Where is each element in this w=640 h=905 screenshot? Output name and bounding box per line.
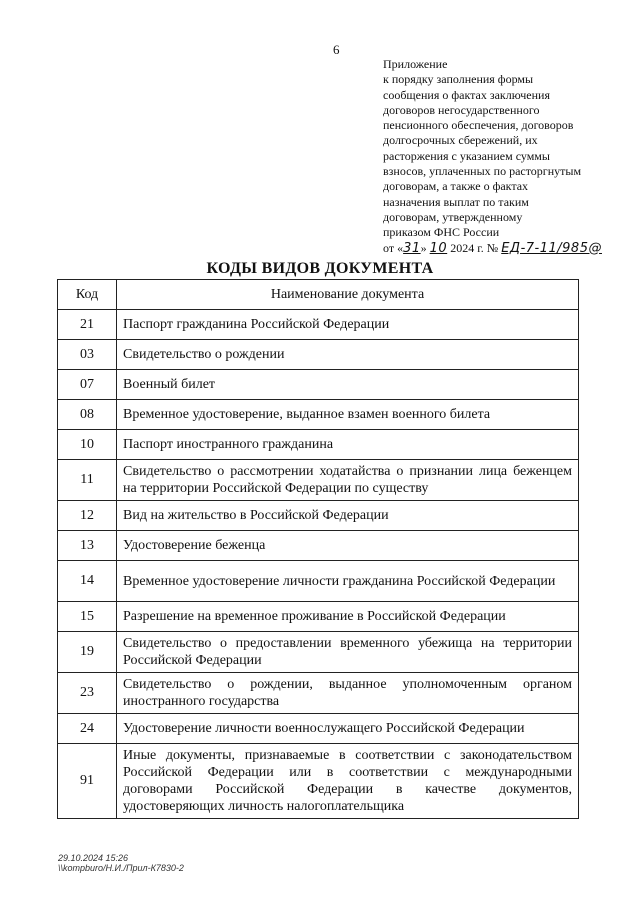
row-code: 14 (58, 561, 117, 602)
row-code: 15 (58, 602, 117, 632)
order-mid: » (420, 240, 427, 255)
header-code: Код (58, 280, 117, 310)
row-code: 08 (58, 400, 117, 430)
appendix-line: назначения выплат по таким (383, 194, 529, 209)
table-row (58, 673, 579, 714)
appendix-line: договорам, а также о фактах (383, 179, 529, 194)
appendix-line: договорам, утвержденному (383, 209, 523, 224)
footer-stamp (58, 853, 184, 873)
document-title: КОДЫ ВИДОВ ДОКУМЕНТА (206, 260, 434, 277)
appendix-block (383, 57, 623, 256)
row-code: 10 (58, 430, 117, 460)
row-code: 23 (58, 673, 117, 714)
row-name: Свидетельство о рождении (117, 340, 579, 370)
header-name: Наименование документа (117, 280, 579, 310)
row-name: Свидетельство о рождении, выданное уполномоченным органом иностранного государства (117, 673, 579, 714)
row-name: Вид на жительство в Российской Федерации (117, 501, 579, 531)
table-row (58, 531, 579, 561)
row-name: Паспорт гражданина Российской Федерации (117, 310, 579, 340)
table-row (58, 501, 579, 531)
table-row (58, 400, 579, 430)
row-name: Временное удостоверение личности гражданина Российской Федерации (117, 561, 579, 602)
row-name: Удостоверение беженца (117, 531, 579, 561)
row-code: 24 (58, 714, 117, 744)
appendix-line: сообщения о фактах заключения (383, 87, 550, 102)
row-code: 21 (58, 310, 117, 340)
row-name: Свидетельство о рассмотрении ходатайства о признании лица беженцем на территории Российской Федерации по существу (117, 460, 579, 501)
appendix-line: взносов, уплаченных по расторгнутым (383, 164, 582, 179)
table-row (58, 561, 579, 602)
table-row (58, 632, 579, 673)
footer-timestamp: 29.10.2024 15:26 (58, 853, 129, 863)
row-name: Военный билет (117, 370, 579, 400)
table-row (58, 340, 579, 370)
row-code: 07 (58, 370, 117, 400)
table-header-row (58, 280, 579, 310)
order-reference (383, 241, 623, 256)
appendix-line: долгосрочных сбережений, их (383, 133, 538, 148)
row-code: 19 (58, 632, 117, 673)
table-row (58, 460, 579, 501)
order-number: ЕД-7-11/985@ (501, 240, 602, 256)
row-name: Иные документы, признаваемые в соответствии с законодательством Российской Федерации или в соответствии с международными договорами Российской Федерации в качестве документов, удостоверяющих личность налогоплательщика (117, 744, 579, 819)
table-row (58, 602, 579, 632)
order-year: 2024 г. № (447, 240, 499, 255)
row-name: Временное удостоверение, выданное взамен военного билета (117, 400, 579, 430)
row-code: 13 (58, 531, 117, 561)
row-code: 11 (58, 460, 117, 501)
row-code: 12 (58, 501, 117, 531)
appendix-line: Приложение (383, 57, 448, 71)
appendix-line: пенсионного обеспечения, договоров (383, 118, 574, 133)
order-month: 10 (429, 240, 448, 256)
document-codes-table (57, 279, 579, 819)
row-name: Паспорт иностранного гражданина (117, 430, 579, 460)
table-row (58, 310, 579, 340)
appendix-line: к порядку заполнения формы (383, 72, 534, 87)
appendix-line: приказом ФНС России (383, 225, 500, 240)
page-number: 6 (333, 42, 340, 57)
order-prefix: от « (383, 240, 404, 255)
appendix-line: расторжения с указанием суммы (383, 148, 550, 163)
row-name: Свидетельство о предоставлении временного убежища на территории Российской Федерации (117, 632, 579, 673)
table-row (58, 714, 579, 744)
footer-path: \\kompburo/Н.И./Прил-К7830-2 (58, 863, 184, 873)
appendix-line: договоров негосударственного (383, 102, 540, 117)
order-day: 31 (403, 240, 421, 256)
table-row (58, 744, 579, 819)
table-row (58, 370, 579, 400)
table-row (58, 430, 579, 460)
row-name: Разрешение на временное проживание в Российской Федерации (117, 602, 579, 632)
row-code: 03 (58, 340, 117, 370)
row-code: 91 (58, 744, 117, 819)
row-name: Удостоверение личности военнослужащего Российской Федерации (117, 714, 579, 744)
